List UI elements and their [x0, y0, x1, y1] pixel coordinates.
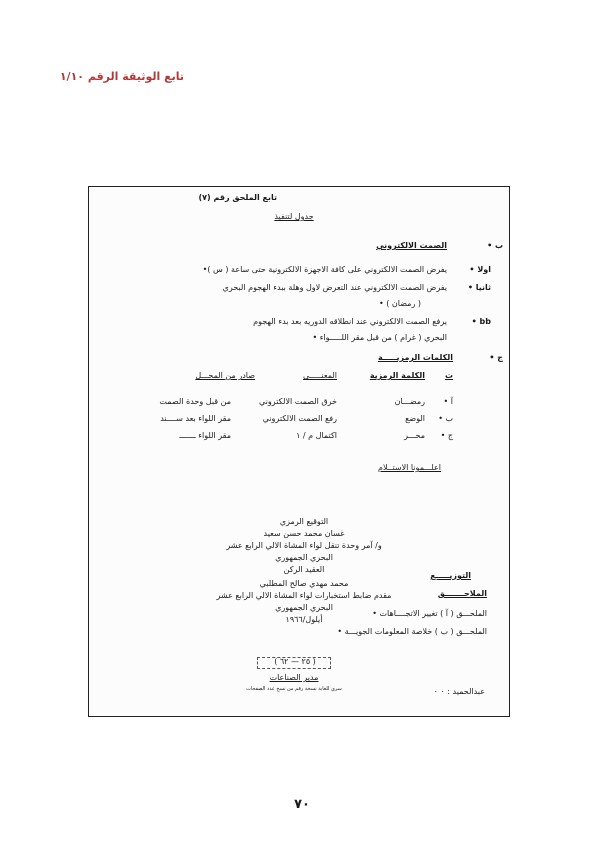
table-row-2-seq: ب • — [438, 414, 453, 423]
section-c-letter: ج • — [489, 353, 503, 362]
appendices-title: الملاحـــــــق — [437, 589, 487, 598]
section-b-item2-text: يفرض الصمت الالكتروني عند التعرض لاول وهلة ببدء الهجوم البحري — [222, 283, 447, 292]
section-b-item1-label: اولا • — [469, 265, 491, 274]
table-row-3-source: مقر اللواء ـــــــ — [179, 431, 231, 440]
document-heading: جدول لتنفيذ — [274, 212, 314, 221]
signature-line-2: غسان محمد حسن سعيد — [263, 529, 345, 538]
section-b-item3-text: يرفع الصمت الالكتروني عند انطلاقه الدوريه بعد بدء الهجوم — [253, 317, 447, 326]
table-row-3-word: محـــر — [404, 431, 425, 440]
signature-line-6: محمد مهدي صالح المطلبي — [259, 579, 349, 588]
section-b-item1-text: يفرض الصمت الالكتروني على كافة الاجهزة الالكترونية حتى ساعة ( س )• — [202, 265, 447, 274]
footer-reference: مدير الصناعات — [269, 673, 319, 682]
section-b-item2-label: ثانيا • — [467, 283, 491, 292]
table-row-2-source: مقر اللواء بعد ســــند — [160, 414, 231, 423]
appendix-b-line: الملحـــق ( ب ) خلاصة المعلومات الجويـــة • — [337, 627, 487, 636]
table-row-2-meaning: رفع الصمت الالكتروني — [262, 414, 337, 423]
document-continuation-caption: تابع الوثيقة الرقم ١/١٠ — [59, 70, 184, 83]
signature-line-9: أيلول/١٩٦٦ — [285, 615, 323, 624]
column-header-sequence: ت — [444, 371, 453, 380]
appendix-a-line: الملحـــق ( آ ) تغيير الاتجــــاهات • — [372, 609, 487, 618]
table-row-2-word: الوضع — [405, 414, 425, 423]
footer-subline: سري للغاية نسخة رقم من نسخ عدد الصفحات — [246, 686, 342, 692]
section-b-letter: ب • — [487, 241, 503, 250]
footer-left-note: عبدالحميد : ٠ ٠ — [433, 687, 485, 696]
section-b-title: الصمت الالكتروني — [376, 241, 447, 250]
table-row-1-source: من قبل وحدة الصمت — [159, 397, 231, 406]
section-b-item3-text-b: البحري ( غرام ) من قبل مقر اللـــــواء • — [312, 333, 447, 342]
table-row-1-meaning: خرق الصمت الالكتروني — [259, 397, 337, 406]
signature-line-5: العقيد الركن — [283, 565, 325, 574]
table-row-3-seq: ج • — [440, 431, 453, 440]
table-row-1-seq: آ • — [443, 397, 453, 406]
page-number: ٧٠ — [294, 797, 310, 812]
column-header-source: صادر من المحـــل — [195, 371, 255, 380]
section-b-item2-text-b: ( رمضان ) • — [379, 299, 421, 308]
table-row-1-word: رمضـــان — [394, 397, 425, 406]
section-b-item3-label: bb • — [471, 317, 491, 326]
signature-line-1: التوقيع الرمزي — [279, 517, 329, 526]
footer-code: ( ٢٥ — ٦٢ ) — [274, 657, 316, 666]
distribution-title: التوزيـــــع — [430, 571, 471, 580]
section-c-title: الكلمات الرمزيـــــة — [377, 353, 453, 362]
column-header-code-word: الكلمة الرمزية — [369, 371, 425, 380]
signature-line-8: البحري الجمهوري — [275, 603, 333, 612]
scanned-document-page — [88, 186, 510, 717]
column-header-meaning: المعنـــــى — [303, 371, 337, 380]
signature-line-4: البحري الجمهوري — [275, 553, 333, 562]
acknowledge-receipt: اعلـــمونا الاستــلام — [378, 463, 441, 472]
signature-line-7: مقدم ضابط استخبارات لواء المشاة الالي الرابع عشر — [216, 591, 392, 600]
table-row-3-meaning: اكتمال م / ١ — [296, 431, 337, 440]
signature-line-3: و/ آمر وحدة تنقل لواء المشاة الالي الرابع عشر — [226, 541, 382, 550]
appendix-title: تابع الملحق رقم (٧) — [198, 193, 277, 202]
